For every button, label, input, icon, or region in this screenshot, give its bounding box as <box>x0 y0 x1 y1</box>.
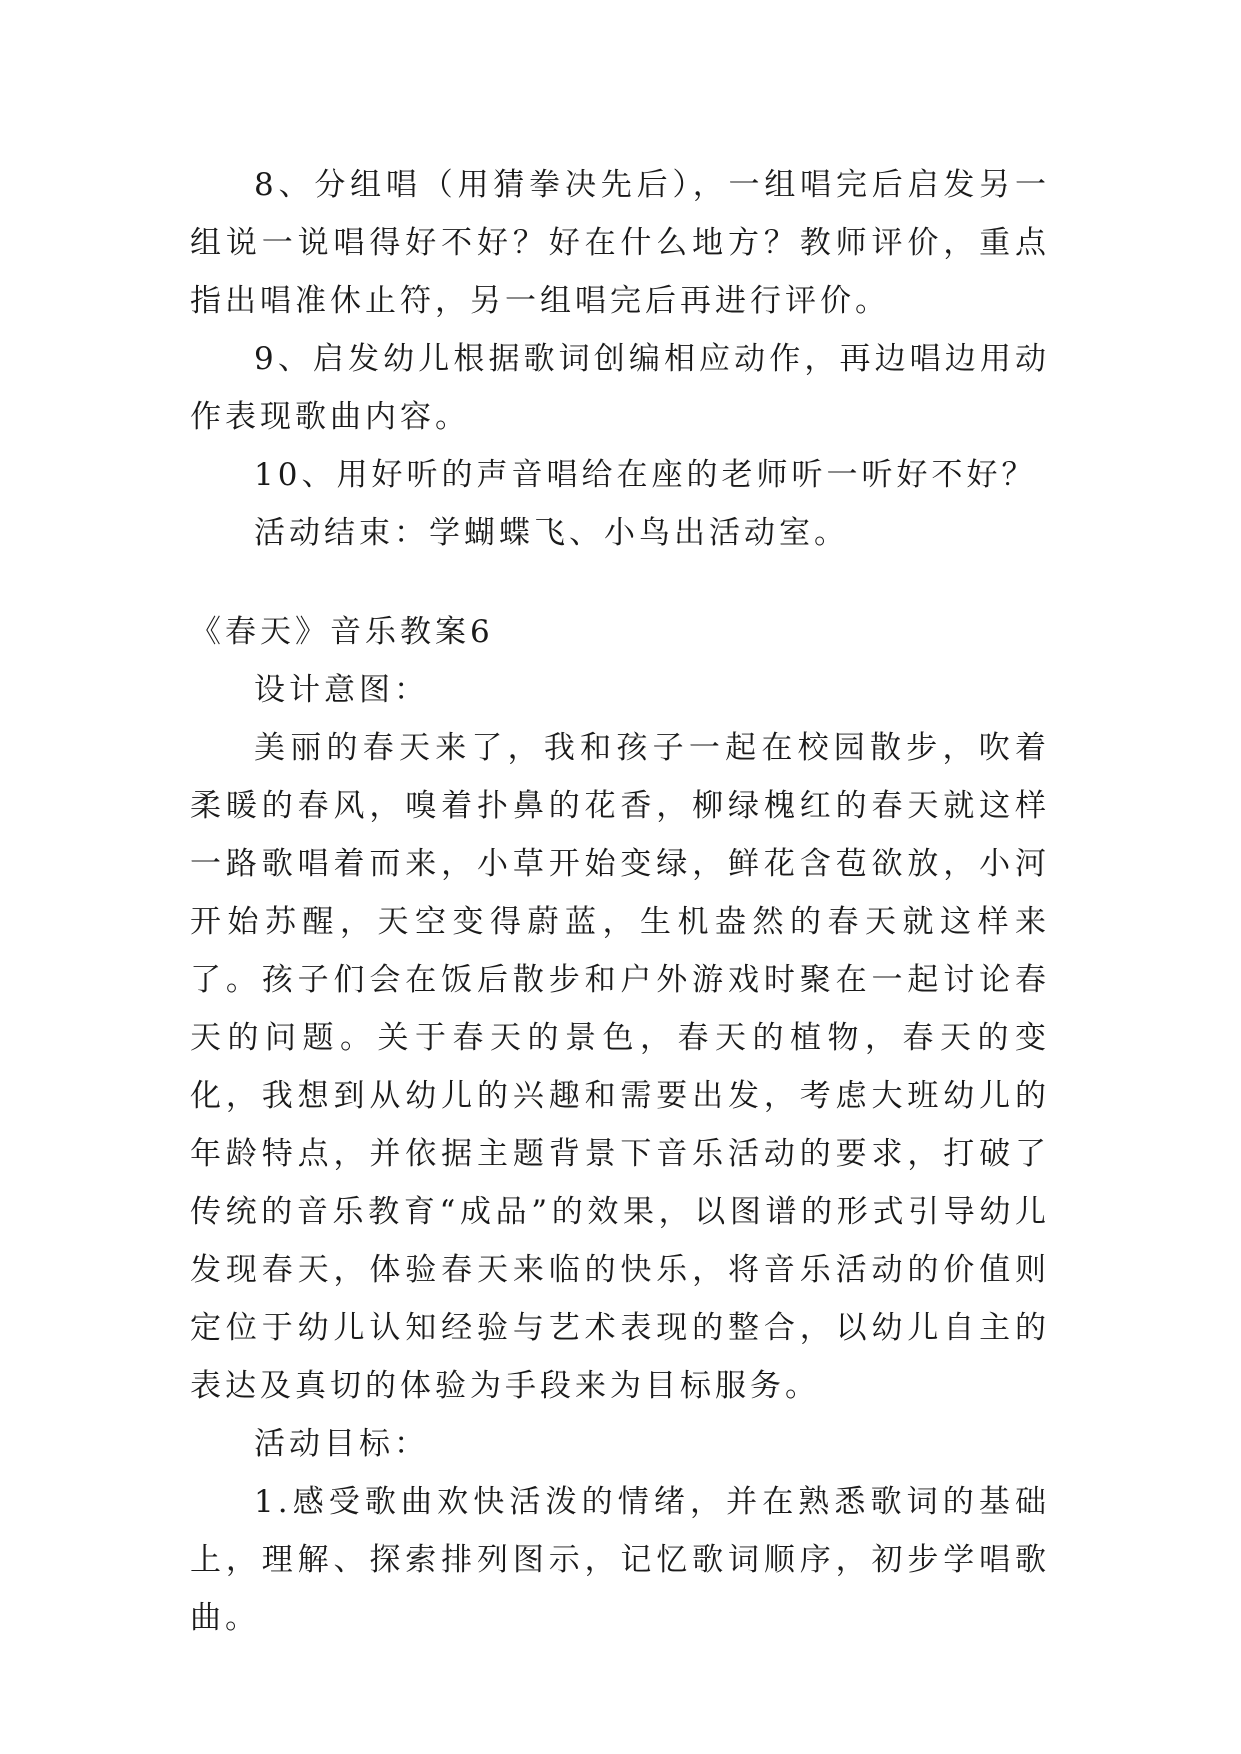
step-10-paragraph: 10、用好听的声音唱给在座的老师听一听好不好？ <box>254 457 1037 493</box>
document-body <box>190 156 1050 1647</box>
activity-end-paragraph: 活动结束：学蝴蝶飞、小鸟出活动室。 <box>254 515 849 551</box>
step-9-paragraph: 9、启发幼儿根据歌词创编相应动作，再边唱边用动作表现歌曲内容。 <box>190 341 1050 435</box>
design-body-paragraph: 美丽的春天来了，我和孩子一起在校园散步，吹着柔暖的春风，嗅着扑鼻的花香，柳绿槐红的春天就这样一路歌唱着而来，小草开始变绿，鲜花含苞欲放，小河开始苏醒，天空变得蔚蓝，生机盎然的春天就这样来了。孩子们会在饭后散步和户外游戏时聚在一起讨论春天的问题。关于春天的景色，春天的植物，春天的变化，我想到从幼儿的兴趣和需要出发，考虑大班幼儿的年龄特点，并依据主题背景下音乐活动的要求，打破了传统的音乐教育“成品”的效果，以图谱的形式引导幼儿发现春天，体验春天来临的快乐，将音乐活动的价值则定位于幼儿认知经验与艺术表现的整合，以幼儿自主的表达及真切的体验为手段来为目标服务。 <box>190 730 1050 1404</box>
goals-heading: 活动目标： <box>254 1426 429 1462</box>
goal-1-paragraph: 1.感受歌曲欢快活泼的情绪，并在熟悉歌词的基础上，理解、探索排列图示，记忆歌词顺序，初步学唱歌曲。 <box>190 1484 1050 1636</box>
step-8-paragraph: 8、分组唱（用猜拳决先后），一组唱完后启发另一组说一说唱得好不好？好在什么地方？教师评价，重点指出唱准休止符，另一组唱完后再进行评价。 <box>190 167 1050 319</box>
section-title: 《春天》音乐教案6 <box>190 614 494 650</box>
design-heading: 设计意图： <box>254 672 429 708</box>
